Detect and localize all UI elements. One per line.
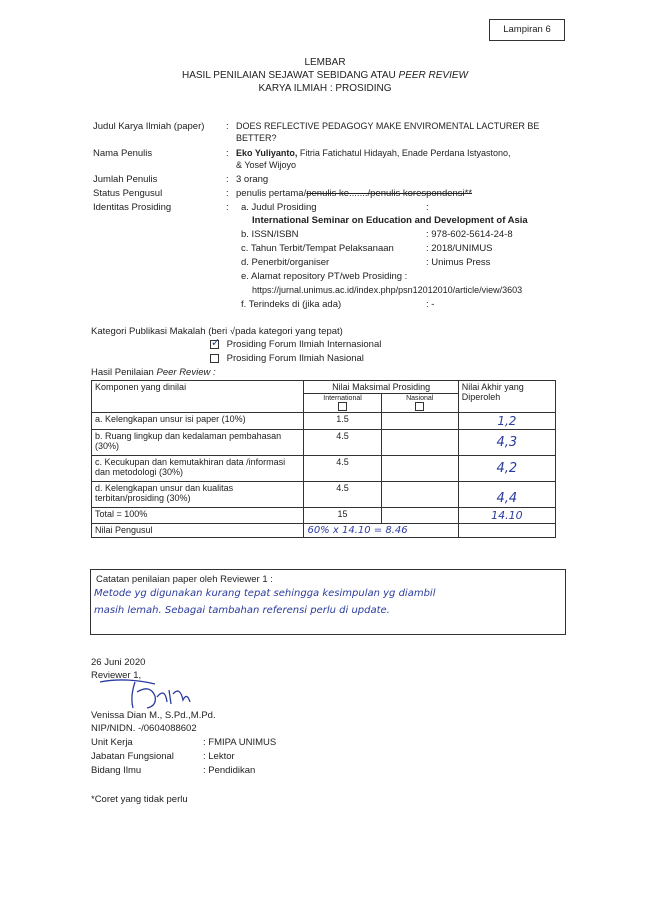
penulis-label: Nama Penulis (93, 148, 153, 159)
hasil-label: Hasil Penilaian Peer Review : (91, 367, 216, 378)
row-nasional (381, 430, 458, 456)
header-maks: Nilai Maksimal Prosiding (304, 381, 458, 394)
judul-value: DOES REFLECTIVE PEDAGOGY MAKE ENVIROMENTAL LACTURER BE (236, 121, 540, 131)
checkbox-icon (415, 402, 424, 411)
title-karya: KARYA ILMIAH : PROSIDING (258, 83, 392, 94)
identitas-c-label: c. Tahun Terbit/Tempat Pelaksanaan (241, 243, 394, 254)
colon: : (226, 148, 229, 159)
reviewer-role: Reviewer 1, (91, 670, 142, 681)
row-score: 4,4 (458, 482, 555, 508)
row-nasional (381, 482, 458, 508)
row-max: 1.5 (304, 413, 381, 430)
title-hasil: HASIL PENILAIAN SEJAWAT SEBIDANG ATAU PEER REVIEW (181, 70, 468, 81)
total-max: 15 (304, 508, 381, 524)
judul-value-2: BETTER? (236, 133, 277, 143)
penulis-value: Eko Yuliyanto, Fitria Fatichatul Hidayah, Enade Perdana Istyastono, (236, 148, 511, 158)
unit-value: : FMIPA UNIMUS (203, 737, 277, 748)
identitas-b-label: b. ISSN/ISBN (241, 229, 299, 240)
bidang-label: Bidang Ilmu (91, 765, 142, 776)
row-label: a. Kelengkapan unsur isi paper (10%) (92, 413, 304, 430)
pengusul-empty (458, 524, 555, 538)
table-total-row (92, 508, 556, 524)
reviewer-name: Venissa Dian M., S.Pd.,M.Pd. (91, 710, 216, 721)
jumlah-value: 3 orang (236, 174, 269, 185)
row-score: 1,2 (458, 413, 555, 430)
row-score: 4,3 (458, 430, 555, 456)
identitas-e-value: https://jurnal.unimus.ac.id/index.php/psn12012010/article/view/3603 (252, 285, 523, 295)
catatan-label: Catatan penilaian paper oleh Reviewer 1 : (96, 574, 273, 585)
identitas-a-label: a. Judul Prosiding (241, 202, 317, 213)
lampiran-box: Lampiran 6 (489, 19, 565, 41)
identitas-c-value: : 2018/UNIMUS (426, 243, 493, 254)
jumlah-label: Jumlah Penulis (93, 174, 158, 185)
identitas-a-value: International Seminar on Education and Development of Asia (252, 215, 528, 226)
identitas-d-value: : Unimus Press (426, 257, 491, 268)
pengusul-value: 60% x 14.10 = 8.46 (304, 524, 458, 538)
pengusul-label: Nilai Pengusul (92, 524, 304, 538)
colon: : (226, 188, 229, 199)
checkbox-icon[interactable] (210, 354, 219, 363)
total-nasional (381, 508, 458, 524)
colon: : (426, 202, 429, 213)
catatan-box (90, 569, 566, 635)
status-label: Status Pengusul (93, 188, 163, 199)
identitas-f-label: f. Terindeks di (jika ada) (241, 299, 342, 310)
identitas-f-value: : - (426, 299, 435, 310)
table-row (92, 456, 556, 482)
bidang-value: : Pendidikan (203, 765, 256, 776)
catatan-line-1: Metode yg digunakan kurang tepat sehingga kesimpulan yg diambil (94, 588, 436, 599)
reviewer-date: 26 Juni 2020 (91, 657, 146, 668)
reviewer-nip: NIP/NIDN. -/0604088602 (91, 723, 197, 734)
judul-label: Judul Karya Ilmiah (paper) (93, 121, 205, 132)
row-nasional (381, 456, 458, 482)
jabatan-value: : Lektor (203, 751, 235, 762)
identitas-e-label: e. Alamat repository PT/web Prosiding : (241, 271, 408, 282)
identitas-label: Identitas Prosiding (93, 202, 172, 213)
row-max: 4.5 (304, 430, 381, 456)
row-label: b. Ruang lingkup dan kedalaman pembahasan (30%) (92, 430, 304, 456)
status-value: penulis pertama/penulis ke......./penulis korespondensi** (236, 188, 473, 199)
jabatan-label: Jabatan Fungsional (91, 751, 174, 762)
table-row (92, 430, 556, 456)
row-nasional (381, 413, 458, 430)
header-komponen: Komponen yang dinilai (92, 381, 304, 413)
row-label: c. Kecukupan dan kemutakhiran data /informasi dan metodologi (30%) (92, 456, 304, 482)
total-label: Total = 100% (92, 508, 304, 524)
score-table (91, 380, 556, 538)
table-pengusul-row (92, 524, 556, 538)
row-label: d. Kelengkapan unsur dan kualitas terbitan/prosiding (30%) (92, 482, 304, 508)
table-header-row (92, 381, 556, 394)
header-akhir: Nilai Akhir yang Diperoleh (458, 381, 555, 413)
kategori-option-nasional[interactable]: Prosiding Forum Ilmiah Nasional (210, 353, 364, 364)
title-lembar: LEMBAR (304, 57, 346, 68)
identitas-d-label: d. Penerbit/organiser (241, 257, 330, 268)
identitas-b-value: : 978-602-5614-24-8 (426, 229, 513, 240)
colon: : (226, 202, 229, 213)
kategori-option-internasional[interactable]: ✓ Prosiding Forum Ilmiah Internasional (211, 336, 382, 350)
total-score: 14.10 (458, 508, 555, 524)
row-max: 4.5 (304, 482, 381, 508)
catatan-line-2: masih lemah. Sebagai tambahan referensi perlu di update. (94, 605, 390, 616)
header-nasional: Nasional (381, 394, 458, 413)
checkbox-icon (338, 402, 347, 411)
checkbox-checked-icon[interactable]: ✓ (211, 336, 221, 349)
signature-image (95, 672, 205, 712)
kategori-label: Kategori Publikasi Makalah (beri √pada kategori yang tepat) (91, 326, 343, 337)
row-max: 4.5 (304, 456, 381, 482)
header-international: International (304, 394, 381, 413)
penulis-value-2: & Yosef Wijoyo (236, 160, 297, 170)
unit-label: Unit Kerja (91, 737, 133, 748)
colon: : (226, 174, 229, 185)
footnote: *Coret yang tidak perlu (91, 794, 188, 805)
colon: : (226, 121, 229, 132)
table-row (92, 482, 556, 508)
table-row (92, 413, 556, 430)
row-score: 4,2 (458, 456, 555, 482)
